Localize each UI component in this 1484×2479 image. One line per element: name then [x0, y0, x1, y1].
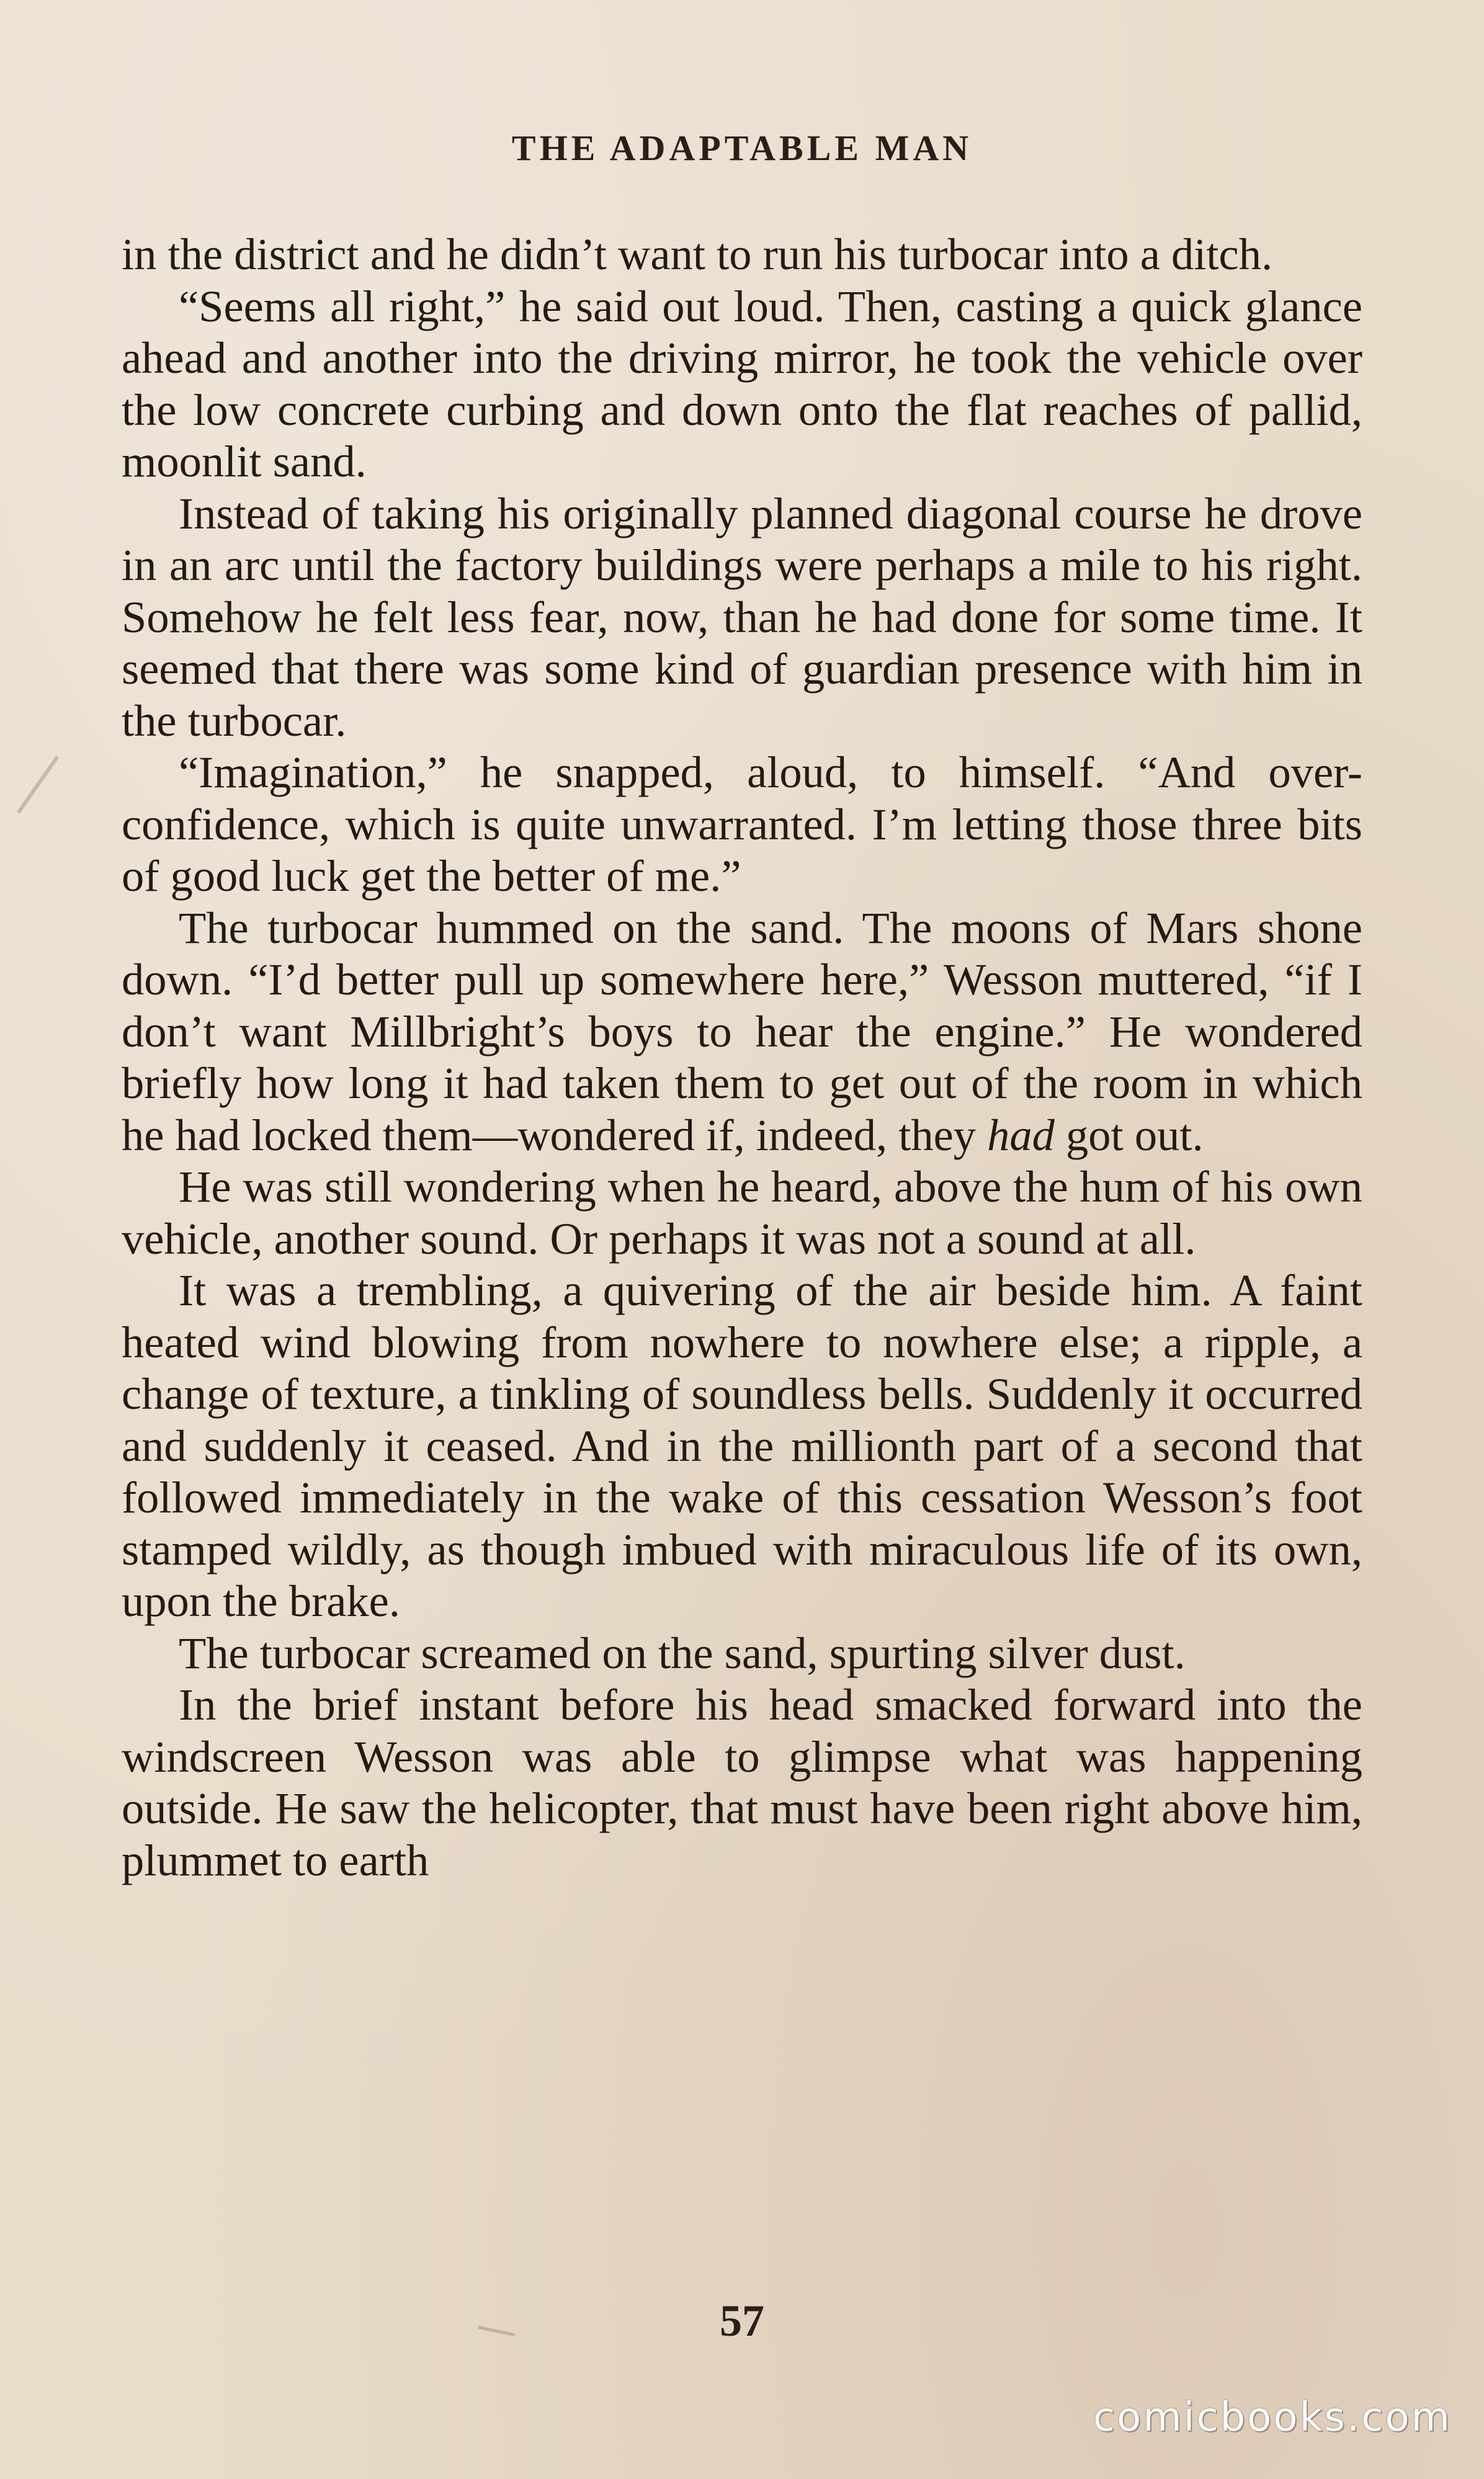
paragraph-5-after: got out.: [1054, 1109, 1204, 1160]
paragraph-4: “Imagination,” he snapped, aloud, to himself. “And over-confidence, which is quite unwarranted. I’m letting those three bits of good luck get the better of me.”: [122, 747, 1362, 901]
paragraph-9: In the brief instant before his head smacked forward into the windscreen Wesson was able to glimpse what was happening outside. He saw the helicopter, that must have been right above him, plummet to earth: [122, 1679, 1362, 1885]
paragraph-1: in the district and he didn’t want to run his turbocar into a ditch.: [122, 229, 1273, 279]
paragraph-5-emphasis: had: [987, 1109, 1055, 1160]
paragraph-2: “Seems all right,” he said out loud. Then, casting a quick glance ahead and another into the driving mirror, he took the vehicle over the low concrete curbing and down onto the flat reaches of pallid, moonlit sand.: [122, 280, 1362, 486]
watermark: comicbooks.com: [1093, 2395, 1452, 2441]
paragraph-3: Instead of taking his originally planned diagonal course he drove in an arc until the factory buildings were perhaps a mile to his right. Somehow he felt less fear, now, than he had done for some time. It seemed that there was some kind of guardian presence with him in the turbocar.: [122, 488, 1362, 746]
running-head: THE ADAPTABLE MAN: [511, 128, 973, 168]
paragraph-8: The turbocar screamed on the sand, spurting silver dust.: [179, 1627, 1186, 1678]
page-number: 57: [720, 2296, 764, 2346]
paragraph-5: [122, 902, 1362, 1161]
paragraph-5-before: The turbocar hummed on the sand. The moons of Mars shone down. “I’d better pull up somewhere here,” Wesson muttered, “if I don’t want Millbright’s boys to hear the engine.” He wondered briefly how long it had taken them to get out of the room in which he had locked them—wondered if, indeed, they: [122, 902, 1362, 1160]
paragraph-7: It was a trembling, a quivering of the air beside him. A faint heated wind blowing from nowhere to nowhere else; a ripple, a change of texture, a tinkling of soundless bells. Suddenly it occurred and suddenly it ceased. And in the millionth part of a second that followed immediately in the wake of this cessation Wesson’s foot stamped wildly, as though imbued with miraculous life of its own, upon the brake.: [122, 1265, 1362, 1626]
paragraph-6: He was still wondering when he heard, above the hum of his own vehicle, another sound. Or perhaps it was not a sound at all.: [122, 1161, 1362, 1264]
body-text: [122, 228, 1362, 1886]
margin-pencil-mark: [17, 756, 59, 814]
